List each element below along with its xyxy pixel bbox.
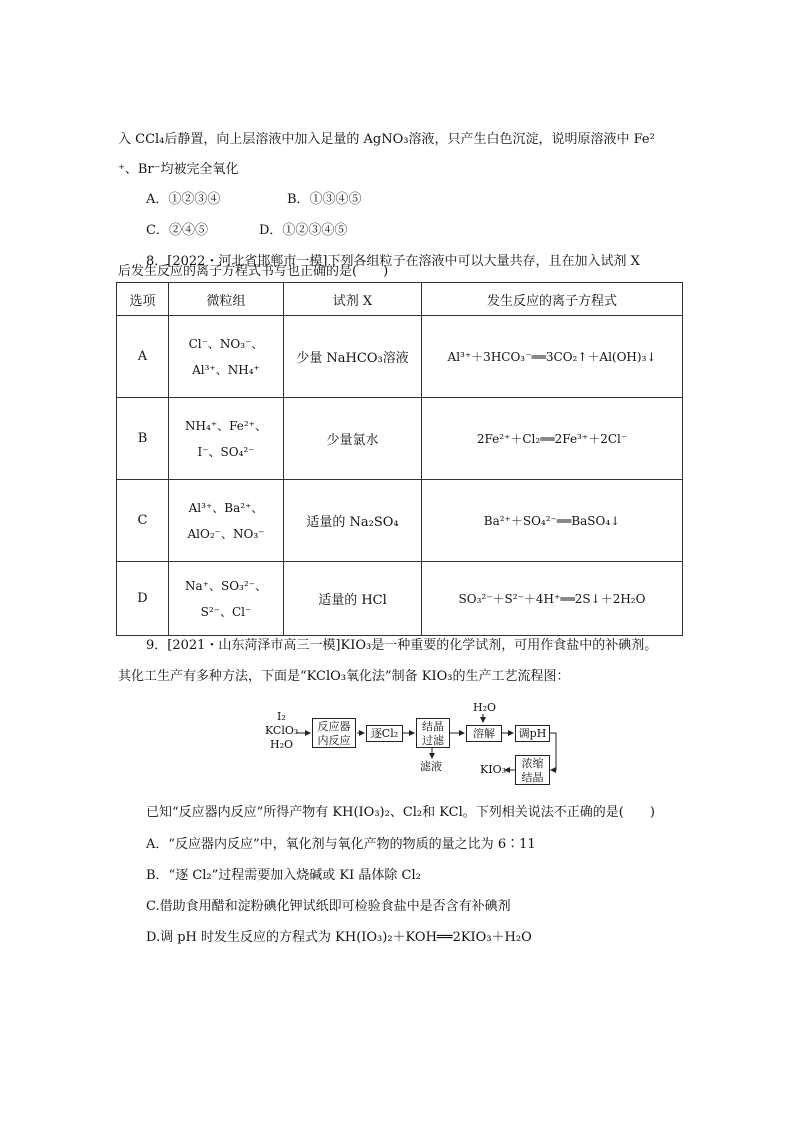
row-option: C [117, 480, 169, 562]
q9-given: 已知“反应器内反应”所得产物有 KH(IO₃)₂、Cl₂和 KCl。下列相关说法不正确的是( ) [146, 805, 655, 820]
header-equation: 发生反应的离子方程式 [422, 283, 683, 316]
row-option: A [117, 316, 169, 398]
row-equation: SO₃²⁻＋S²⁻＋4H⁺══2S↓＋2H₂O [422, 562, 683, 636]
row-reagent: 少量 NaHCO₃溶液 [284, 316, 422, 398]
row-equation: Ba²⁺＋SO₄²⁻══BaSO₄↓ [422, 480, 683, 562]
q8-stem-line-1: 8．[2022・河北省邯郸市一模]下列各组粒子在溶液中可以大量共存，且在加入试剂 X [146, 254, 640, 269]
flow-box-reactor: 反应器 内反应 [312, 718, 356, 748]
flow-box-expel-cl2: 逐Cl₂ [366, 725, 403, 742]
row-reagent: 适量的 HCl [284, 562, 422, 636]
row-particles: NH₄⁺、Fe²⁺、 I⁻、SO₄²⁻ [169, 398, 284, 480]
q9-option-d: D.调 pH 时发生反应的方程式为 KH(IO₃)₂＋KOH══2KIO₃＋H₂O [146, 930, 532, 945]
row-particles: Cl⁻、NO₃⁻、 Al³⁺、NH₄⁺ [169, 316, 284, 398]
q9-stem-line-1: 9．[2021・山东菏泽市高三一模]KIO₃是一种重要的化学试剂，可用作食盐中的补碘剂。 [146, 638, 658, 653]
q7-option-d: D．①②③④⑤ [259, 223, 348, 238]
flow-filtrate: 滤液 [420, 760, 442, 773]
intro-line-2: ⁺、Br⁻均被完全氧化 [118, 162, 239, 177]
q7-option-b: B．①③④⑤ [287, 192, 362, 207]
q7-option-a: A．①②③④ [146, 192, 221, 207]
flow-box-adjust-ph: 调pH [515, 725, 550, 742]
q9-option-a: A．“反应器内反应”中，氧化剂与氧化产物的物质的量之比为 6∶11 [146, 837, 536, 852]
row-particles: Na⁺、SO₃²⁻、 S²⁻、Cl⁻ [169, 562, 284, 636]
flow-box-dissolve: 溶解 [466, 725, 502, 742]
header-particles: 微粒组 [169, 283, 284, 316]
q9-option-b: B．“逐 Cl₂”过程需要加入烧碱或 KI 晶体除 Cl₂ [146, 868, 421, 883]
header-reagent: 试剂 X [284, 283, 422, 316]
row-option: D [117, 562, 169, 636]
flow-reactant-h2o: H₂O [270, 738, 294, 751]
row-reagent: 适量的 Na₂SO₄ [284, 480, 422, 562]
flow-product-kio3: KIO₃ [480, 763, 506, 776]
q8-stem-line-2: 后发生反应的离子方程式书写也正确的是( ) [118, 264, 389, 279]
header-option: 选项 [117, 283, 169, 316]
row-equation: 2Fe²⁺＋Cl₂══2Fe³⁺＋2Cl⁻ [422, 398, 683, 480]
flow-reactant-kclo3: KClO₃ [265, 724, 299, 737]
q9-option-c: C.借助食用醋和淀粉碘化钾试纸即可检验食盐中是否含有补碘剂 [146, 899, 511, 914]
flow-water: H₂O [473, 701, 497, 714]
q7-option-c: C．②④⑤ [146, 223, 208, 238]
flow-reactant-i2: I₂ [277, 710, 286, 723]
q9-stem-line-2: 其化工生产有多种方法，下面是“KClO₃氧化法”制备 KIO₃的生产工艺流程图： [118, 669, 570, 684]
row-equation: Al³⁺＋3HCO₃⁻══3CO₂↑＋Al(OH)₃↓ [422, 316, 683, 398]
flow-box-crystallize-filter: 结晶 过滤 [416, 718, 450, 748]
row-particles: Al³⁺、Ba²⁺、 AlO₂⁻、NO₃⁻ [169, 480, 284, 562]
row-option: B [117, 398, 169, 480]
row-reagent: 少量氯水 [284, 398, 422, 480]
flow-box-concentrate-crystallize: 浓缩 结晶 [515, 755, 550, 785]
intro-line-1: 入 CCl₄后静置，向上层溶液中加入足量的 AgNO₃溶液，只产生白色沉淀，说明原溶液中 Fe² [118, 132, 655, 147]
